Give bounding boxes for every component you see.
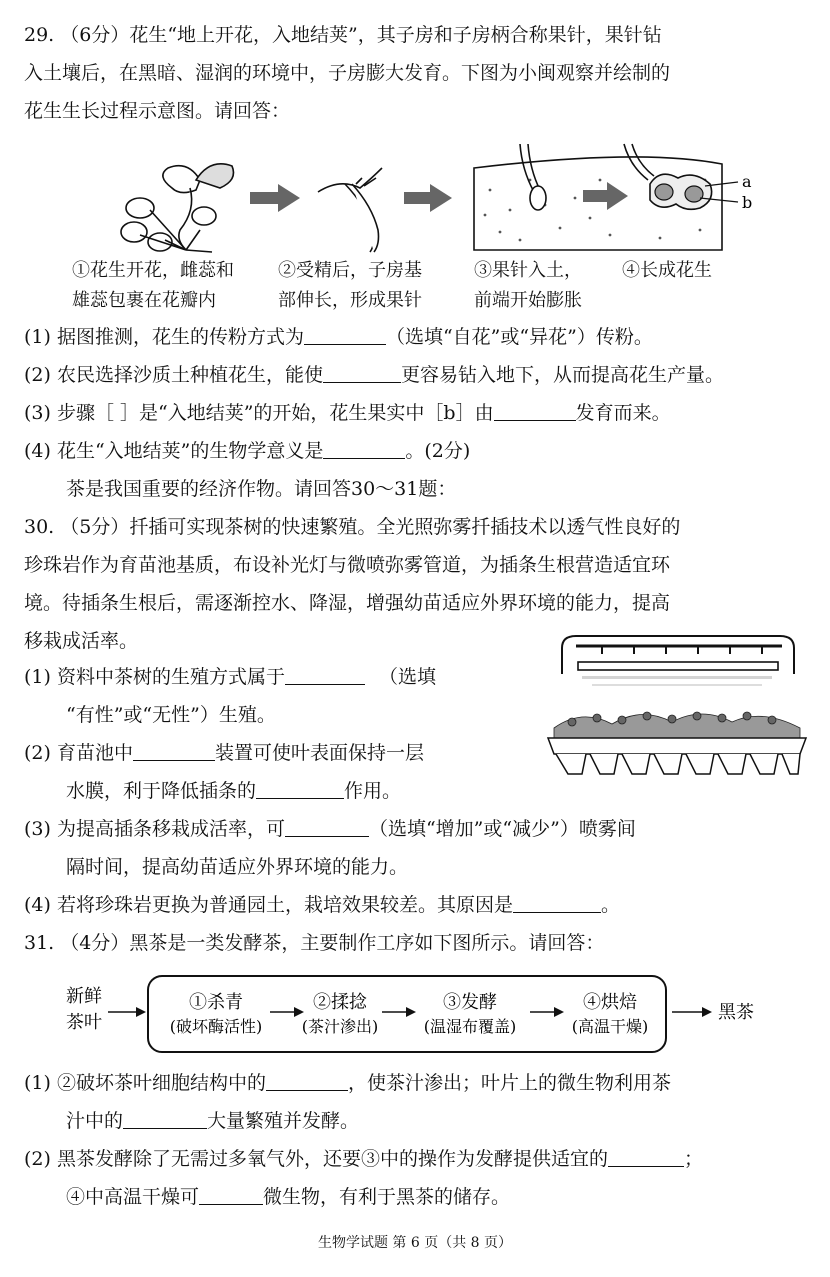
answer-blank[interactable] [199, 1184, 263, 1205]
answer-blank[interactable] [285, 664, 365, 685]
q29-sub2-text: (2) 农民选择沙质土种植花生，能使 [24, 364, 323, 386]
step1-title: ①杀青 [189, 992, 243, 1013]
step2-title: ②揉捻 [313, 992, 367, 1013]
step4-title: ④烘焙 [583, 992, 637, 1013]
q29-text-line2: 入土壤后，在黑暗、湿润的环境中，子房膨大发育。下图为小闽观察并绘制的 [24, 62, 671, 84]
q30-sub1-text: (1) 资料中茶树的生殖方式属于 [24, 666, 285, 688]
q30-sub2-text: (2) 育苗池中 [24, 742, 133, 764]
stage2-caption-line1: ②受精后，子房基 [278, 260, 422, 281]
process-arrow-1 [250, 184, 300, 212]
q30-sub1 [24, 664, 436, 690]
q29-sub4 [24, 438, 470, 464]
tea-intro: 茶是我国重要的经济作物。请回答30～31题： [66, 478, 457, 500]
soil-cross-section [474, 144, 738, 250]
q29-sub3-text: (3) 步骤［ ］是“入地结荚”的开始，花生果实中［b］由 [24, 402, 494, 424]
q31-sub1 [24, 1070, 671, 1096]
q31-sub1-tail: ，使茶汁渗出；叶片上的微生物利用茶 [347, 1072, 671, 1094]
step3-desc: (温湿布覆盖) [423, 1017, 517, 1036]
step1-desc: (破坏酶活性) [169, 1017, 263, 1036]
label-b: b [742, 193, 753, 212]
q29-sub1-text: (1) 据图推测，花生的传粉方式为 [24, 326, 304, 348]
flow-input-line1: 新鲜 [66, 986, 102, 1007]
q30-sub3-cont: 隔时间，提高幼苗适应外界环境的能力。 [66, 856, 409, 878]
q31-sub2-cont [66, 1184, 510, 1210]
mist-cutting-bed-illustration [542, 628, 812, 778]
stage3-caption-line1: ③果针入土， [474, 260, 582, 281]
q30-sub1-tail: （选填 [378, 666, 436, 688]
q31-sub1-cont-text: 汁中的 [66, 1110, 124, 1132]
q31-sub2 [24, 1146, 703, 1172]
q29-sub4-tail: 。(2分) [405, 440, 471, 462]
stage1-caption-line2: 雄蕊包裹在花瓣内 [72, 290, 216, 311]
q29-header: 29. （6分）花生“地上开花，入地结荚”，其子房和子房柄合称果针，果针钻 [24, 24, 662, 46]
answer-blank[interactable] [323, 438, 405, 459]
q29-sub3-tail: 发育而来。 [575, 402, 671, 424]
q30-text-line2: 珍珠岩作为育苗池基质，布设补光灯与微喷弥雾管道，为插条生根营造适宜环 [24, 554, 671, 576]
q29-sub4-text: (4) 花生“入地结荚”的生物学意义是 [24, 440, 324, 462]
flow-arrow-out [672, 1007, 712, 1017]
q30-header: 30. （5分）扦插可实现茶树的快速繁殖。全光照弥雾扦插技术以透气性良好的 [24, 516, 681, 538]
q29-sub1-tail: （选填“自花”或“异花”）传粉。 [385, 326, 653, 348]
q30-sub4-tail: 。 [600, 894, 620, 916]
answer-blank[interactable] [133, 740, 215, 761]
stage4-caption: ④长成花生 [622, 260, 712, 281]
answer-blank[interactable] [256, 778, 344, 799]
q29-sub3 [24, 400, 671, 426]
page-footer: 生物学试题 第 6 页（共 8 页） [317, 1235, 513, 1251]
q30-sub2-tail: 装置可使叶表面保持一层 [214, 742, 424, 764]
q30-sub2-cont-text: 水膜，利于降低插条的 [66, 780, 257, 802]
label-a: a [742, 172, 752, 191]
flow-arrow-in [108, 1007, 146, 1017]
q31-sub1-text: (1) ②破坏茶叶细胞结构中的 [24, 1072, 266, 1094]
q31-sub2-cont-tail: 微生物，有利于黑茶的储存。 [263, 1186, 511, 1208]
q30-sub1-cont: “有性”或“无性”）生殖。 [66, 704, 276, 726]
q30-sub3 [24, 816, 636, 842]
q31-sub2-text: (2) 黑茶发酵除了无需过多氧气外，还要③中的操作为发酵提供适宜的 [24, 1148, 608, 1170]
q31-sub1-cont-tail: 大量繁殖并发酵。 [207, 1110, 360, 1132]
q30-sub2 [24, 740, 424, 766]
q31-sub2-cont-text: ④中高温干燥可 [66, 1186, 200, 1208]
q29-sub2-tail: 更容易钻入地下，从而提高花生产量。 [400, 364, 724, 386]
answer-blank[interactable] [304, 324, 386, 345]
answer-blank[interactable] [266, 1070, 348, 1091]
process-arrow-2 [404, 184, 452, 212]
answer-blank[interactable] [513, 892, 601, 913]
stage1-caption-line1: ①花生开花，雌蕊和 [72, 260, 234, 281]
answer-blank[interactable] [323, 362, 401, 383]
q29-sub2 [24, 362, 724, 388]
peanut-flower-illustration [121, 164, 234, 252]
q30-sub2-cont [66, 778, 401, 804]
q29-text-line3: 花生生长过程示意图。请回答： [24, 100, 291, 122]
answer-blank[interactable] [494, 400, 576, 421]
flow-input-line2: 茶叶 [66, 1012, 102, 1033]
q30-sub3-tail: （选填“增加”或“减少”）喷雾间 [368, 818, 636, 840]
step3-title: ③发酵 [443, 992, 497, 1013]
q31-sub2-tail: ； [683, 1148, 703, 1170]
q30-text-line4: 移栽成活率。 [24, 630, 139, 652]
flow-output: 黑茶 [718, 1002, 754, 1023]
q30-sub4-text: (4) 若将珍珠岩更换为普通园土，栽培效果较差。其原因是 [24, 894, 513, 916]
step4-desc: (高温干燥) [571, 1017, 649, 1036]
q30-sub3-text: (3) 为提高插条移栽成活率，可 [24, 818, 285, 840]
q31-header: 31. （4分）黑茶是一类发酵茶，主要制作工序如下图所示。请回答： [24, 932, 605, 954]
answer-blank[interactable] [285, 816, 369, 837]
q29-sub1 [24, 324, 653, 350]
stage3-caption-line2: 前端开始膨胀 [474, 290, 582, 311]
seedlings [554, 712, 800, 738]
answer-blank[interactable] [123, 1108, 207, 1129]
q30-text-line3: 境。待插条生根后，需逐渐控水、降湿，增强幼苗适应外界环境的能力，提高 [24, 592, 671, 614]
peanut-peg-illustration [318, 168, 382, 252]
q31-sub1-cont [66, 1108, 359, 1134]
answer-blank[interactable] [608, 1146, 684, 1167]
q30-sub4 [24, 892, 620, 918]
q30-sub2-cont-tail: 作用。 [344, 780, 402, 802]
step2-desc: (茶汁渗出) [301, 1017, 379, 1036]
peanut-growth-diagram [0, 140, 830, 260]
stage2-caption-line2: 部伸长，形成果针 [278, 290, 422, 311]
black-tea-process-flow [0, 968, 830, 1068]
